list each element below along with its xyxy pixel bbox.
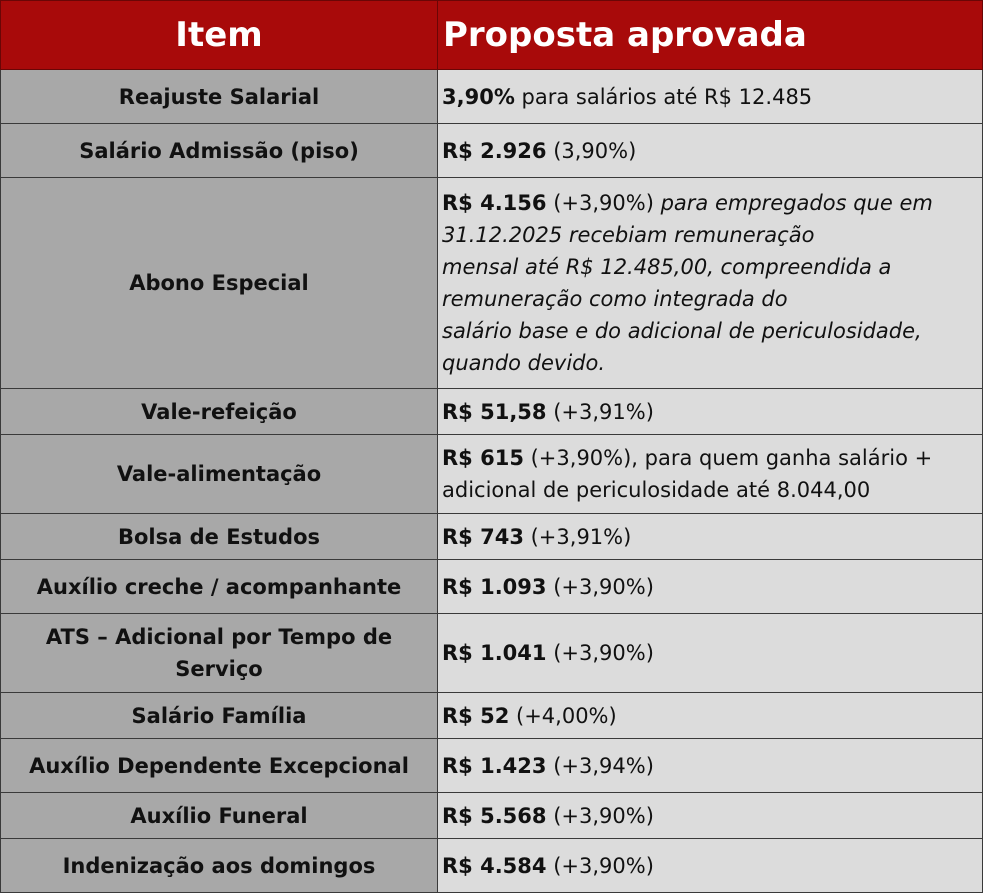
row-value [438, 435, 983, 514]
header-row [1, 1, 983, 70]
value-bold: R$ 5.568 [442, 803, 547, 828]
header-item: Item [1, 1, 438, 70]
row-item: Abono Especial [1, 178, 438, 389]
row-value [438, 560, 983, 614]
row-value [438, 614, 983, 693]
table-row [1, 693, 983, 739]
row-value [438, 178, 983, 389]
value-bold: R$ 1.093 [442, 574, 547, 599]
row-item: Salário Admissão (piso) [1, 124, 438, 178]
value-bold: 3,90% [442, 84, 515, 109]
row-item: ATS – Adicional por Tempo de Serviço [1, 614, 438, 693]
value-bold: R$ 1.041 [442, 641, 547, 665]
value-bold: R$ 52 [442, 703, 510, 728]
value-text: (+3,90%) [546, 641, 654, 665]
row-item: Auxílio creche / acompanhante [1, 560, 438, 614]
value-bold: R$ 4.584 [442, 853, 547, 878]
table-row [1, 435, 983, 514]
table-row [1, 124, 983, 178]
value-italic-line: salário base e do adicional de periculosidade, [442, 319, 922, 343]
row-value [438, 514, 983, 560]
row-item: Vale-alimentação [1, 435, 438, 514]
table-row [1, 389, 983, 435]
value-italic-line: para empregados que em [660, 191, 933, 215]
header-proposal: Proposta aprovada [438, 1, 983, 70]
row-item: Auxílio Funeral [1, 793, 438, 839]
row-item: Reajuste Salarial [1, 70, 438, 124]
row-value [438, 124, 983, 178]
row-value [438, 793, 983, 839]
value-text: (+3,90%) [546, 574, 654, 599]
value-text: (+3,90%), para quem ganha salário + adicional de periculosidade até 8.044,00 [442, 446, 933, 502]
table-row [1, 839, 983, 893]
value-bold: R$ 743 [442, 524, 524, 549]
table-row [1, 614, 983, 693]
row-value [438, 693, 983, 739]
table-row [1, 739, 983, 793]
value-italic-line: mensal até R$ 12.485,00, compreendida a [442, 255, 892, 279]
value-bold: R$ 615 [442, 446, 524, 470]
value-text: (+3,90%) [546, 853, 654, 878]
table-row [1, 70, 983, 124]
row-item: Indenização aos domingos [1, 839, 438, 893]
row-value [438, 839, 983, 893]
table-row [1, 560, 983, 614]
value-bold: R$ 1.423 [442, 753, 547, 778]
value-bold: R$ 4.156 [442, 191, 547, 215]
value-italic-line: remuneração como integrada do [442, 287, 788, 311]
value-text: (+4,00%) [509, 703, 617, 728]
row-item: Vale-refeição [1, 389, 438, 435]
row-item: Auxílio Dependente Excepcional [1, 739, 438, 793]
value-bold: R$ 2.926 [442, 138, 547, 163]
value-text: (3,90%) [546, 138, 637, 163]
table-row [1, 793, 983, 839]
value-text: para salários até R$ 12.485 [514, 84, 813, 109]
row-item: Bolsa de Estudos [1, 514, 438, 560]
row-value [438, 70, 983, 124]
row-item: Salário Família [1, 693, 438, 739]
value-text: (+3,91%) [523, 524, 632, 549]
value-text: (+3,90%) [546, 803, 654, 828]
value-italic-line: quando devido. [442, 351, 606, 375]
row-value [438, 739, 983, 793]
value-text: (+3,91%) [546, 399, 654, 424]
table-row [1, 178, 983, 389]
value-bold: R$ 51,58 [442, 399, 547, 424]
table-row [1, 514, 983, 560]
row-value [438, 389, 983, 435]
value-text: (+3,94%) [546, 753, 654, 778]
value-text: (+3,90%) [546, 191, 661, 215]
value-italic-line: 31.12.2025 recebiam remuneração [442, 223, 815, 247]
